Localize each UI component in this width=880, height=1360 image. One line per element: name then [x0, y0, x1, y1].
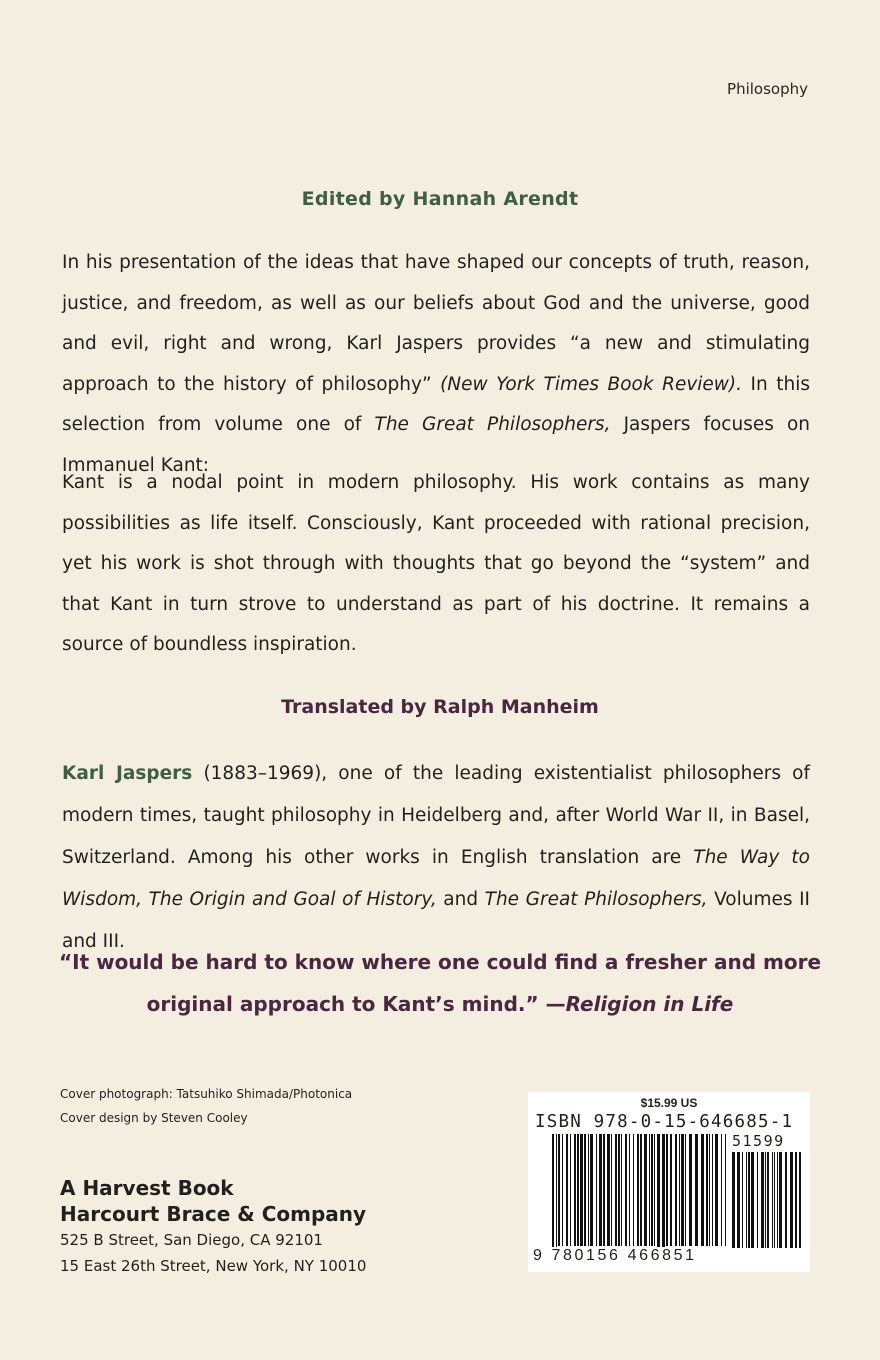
barcode-bar — [721, 1134, 722, 1246]
kant-quote: Kant is a nodal point in modern philosophy. His work contains as many possibilities as life itself. Consciously, Kant proceeded with rational precision, yet his work is shot through with thoughts that go beyond the “system” and that Kant in turn strove to understand as part of his doctrine. It remains a source of boundless inspiration. — [62, 472, 810, 655]
great-philosophers-title: The Great Philosophers, — [484, 889, 708, 910]
barcode-bar — [757, 1152, 758, 1248]
barcode-bar — [695, 1134, 698, 1246]
publisher-block — [60, 1175, 366, 1279]
book-title: The Great Philosophers, — [374, 414, 611, 435]
barcode-bar — [670, 1134, 672, 1246]
barcode-bar — [799, 1152, 801, 1248]
intro-paragraph — [62, 243, 810, 486]
barcode-bar — [651, 1134, 653, 1246]
barcode-bar — [588, 1134, 589, 1246]
barcode-bar — [590, 1134, 593, 1246]
barcode-bar — [603, 1134, 605, 1246]
barcode-bar — [599, 1134, 602, 1246]
barcode-bar — [712, 1134, 713, 1246]
barcode-bar — [689, 1134, 692, 1246]
address-line-2: 15 East 26th Street, New York, NY 10010 — [60, 1257, 367, 1275]
price-label: $15.99 US — [640, 1096, 698, 1110]
intro-text-3: Jaspers focuses on Immanuel Kant: — [62, 414, 811, 476]
ean-first-digit: 9 — [533, 1247, 545, 1264]
barcode-bar — [777, 1152, 778, 1248]
barcode-bar — [725, 1134, 726, 1246]
design-credit: Cover design by Steven Cooley — [60, 1111, 248, 1125]
barcode-bar — [596, 1134, 597, 1246]
review-blurb — [40, 941, 840, 1025]
barcode-bar — [633, 1134, 634, 1246]
supplement-digits: 51599 — [732, 1132, 785, 1150]
barcode-bars — [552, 1134, 728, 1259]
barcode-bar — [709, 1134, 710, 1246]
barcode-bar — [715, 1134, 718, 1246]
barcode-bar — [785, 1152, 787, 1248]
barcode-bar — [662, 1134, 665, 1256]
bio-text-3: Volumes II and III. — [62, 889, 810, 952]
barcode-bar — [644, 1134, 647, 1246]
barcode-bar — [566, 1134, 568, 1246]
barcode-bar — [654, 1134, 655, 1246]
cover-credits — [60, 1082, 352, 1130]
barcode-bar — [611, 1134, 612, 1246]
barcode-bar — [618, 1134, 620, 1246]
barcode-bar — [679, 1134, 680, 1246]
review-source: (New York Times Book Review). — [440, 373, 743, 395]
barcode-bar — [742, 1152, 743, 1248]
barcode-bar — [637, 1134, 639, 1246]
barcode-bar — [657, 1134, 660, 1256]
intro-text-1: In his presentation of the ideas that have shaped our concepts of truth, reason, justice, and freedom, as well as our beliefs about God and the universe, good and evil, right and wrong, Karl Jaspers provides “a new and stimulating approach to the history of philosophy” — [62, 252, 810, 395]
blurb-quote: “It would be hard to know where one could find a fresher and more original approach to Kant’s mind.” — [58, 950, 822, 1016]
barcode-bar — [615, 1134, 617, 1246]
publisher-name: Harcourt Brace & Company — [60, 1202, 367, 1226]
barcode-bar — [675, 1134, 677, 1246]
barcode-bar — [779, 1152, 782, 1248]
barcode-bar — [746, 1152, 747, 1248]
bio-text-2: and — [436, 889, 485, 910]
other-works: The Way to Wisdom, The Origin and Goal of History, — [62, 847, 810, 910]
barcode-bar — [607, 1134, 610, 1246]
barcode-bar — [685, 1134, 686, 1246]
barcode-bar — [774, 1152, 775, 1248]
barcode-bar — [706, 1134, 708, 1246]
barcode-bar — [640, 1134, 642, 1246]
author-name: Karl Jaspers — [62, 763, 193, 784]
barcode-bar — [701, 1134, 704, 1246]
barcode-bar — [577, 1134, 579, 1246]
barcode-bar — [556, 1134, 557, 1256]
supplement-bars — [732, 1152, 804, 1252]
photo-credit: Cover photograph: Tatsuhiko Shimada/Photonica — [60, 1087, 353, 1101]
ean-left-group: 780156 — [551, 1247, 621, 1264]
translator-credit: Translated by Ralph Manheim — [281, 696, 599, 718]
barcode-bar — [562, 1134, 563, 1246]
barcode-bar — [681, 1134, 684, 1246]
barcode-bar — [767, 1152, 769, 1248]
barcode-bar — [751, 1152, 754, 1248]
isbn-number: ISBN 978-0-15-646685-1 — [535, 1112, 794, 1132]
blurb-source: Religion in Life — [565, 992, 734, 1016]
barcode-bar — [772, 1152, 773, 1248]
author-bio — [62, 753, 810, 963]
ean-digits — [533, 1247, 697, 1265]
barcode-bar — [558, 1134, 560, 1246]
barcode-bar — [748, 1152, 750, 1248]
imprint-name: A Harvest Book — [60, 1176, 234, 1200]
barcode-bar — [574, 1134, 576, 1246]
barcode-bar — [625, 1134, 627, 1246]
barcode-bar — [570, 1134, 571, 1246]
barcode-bar — [761, 1152, 764, 1248]
barcode-bar — [790, 1152, 793, 1248]
barcode-bar — [765, 1152, 766, 1248]
barcode-box — [528, 1092, 810, 1272]
barcode-bar — [552, 1134, 554, 1256]
barcode-bar — [649, 1134, 650, 1246]
barcode-bar — [732, 1152, 735, 1248]
editor-credit: Edited by Hannah Arendt — [301, 188, 579, 210]
intro-text-2: In this selection from volume one of — [62, 373, 811, 435]
ean-right-group: 466851 — [627, 1247, 697, 1264]
barcode-bar — [795, 1152, 797, 1248]
barcode-bar — [666, 1134, 668, 1246]
barcode-bar — [580, 1134, 583, 1246]
blurb-dash: — — [538, 992, 566, 1016]
bio-text-1: (1883–1969), one of the leading existentialist philosophers of modern times, taught philosophy in Heidelberg and, after World War II, in Basel, Switzerland. Among his other works in English translation are — [62, 763, 810, 868]
address-line-1: 525 B Street, San Diego, CA 92101 — [60, 1231, 323, 1249]
barcode-bar — [629, 1134, 630, 1246]
barcode-bar — [621, 1134, 622, 1246]
barcode-bar — [584, 1134, 586, 1246]
barcode-bar — [737, 1152, 740, 1248]
category-label: Philosophy — [727, 80, 808, 98]
